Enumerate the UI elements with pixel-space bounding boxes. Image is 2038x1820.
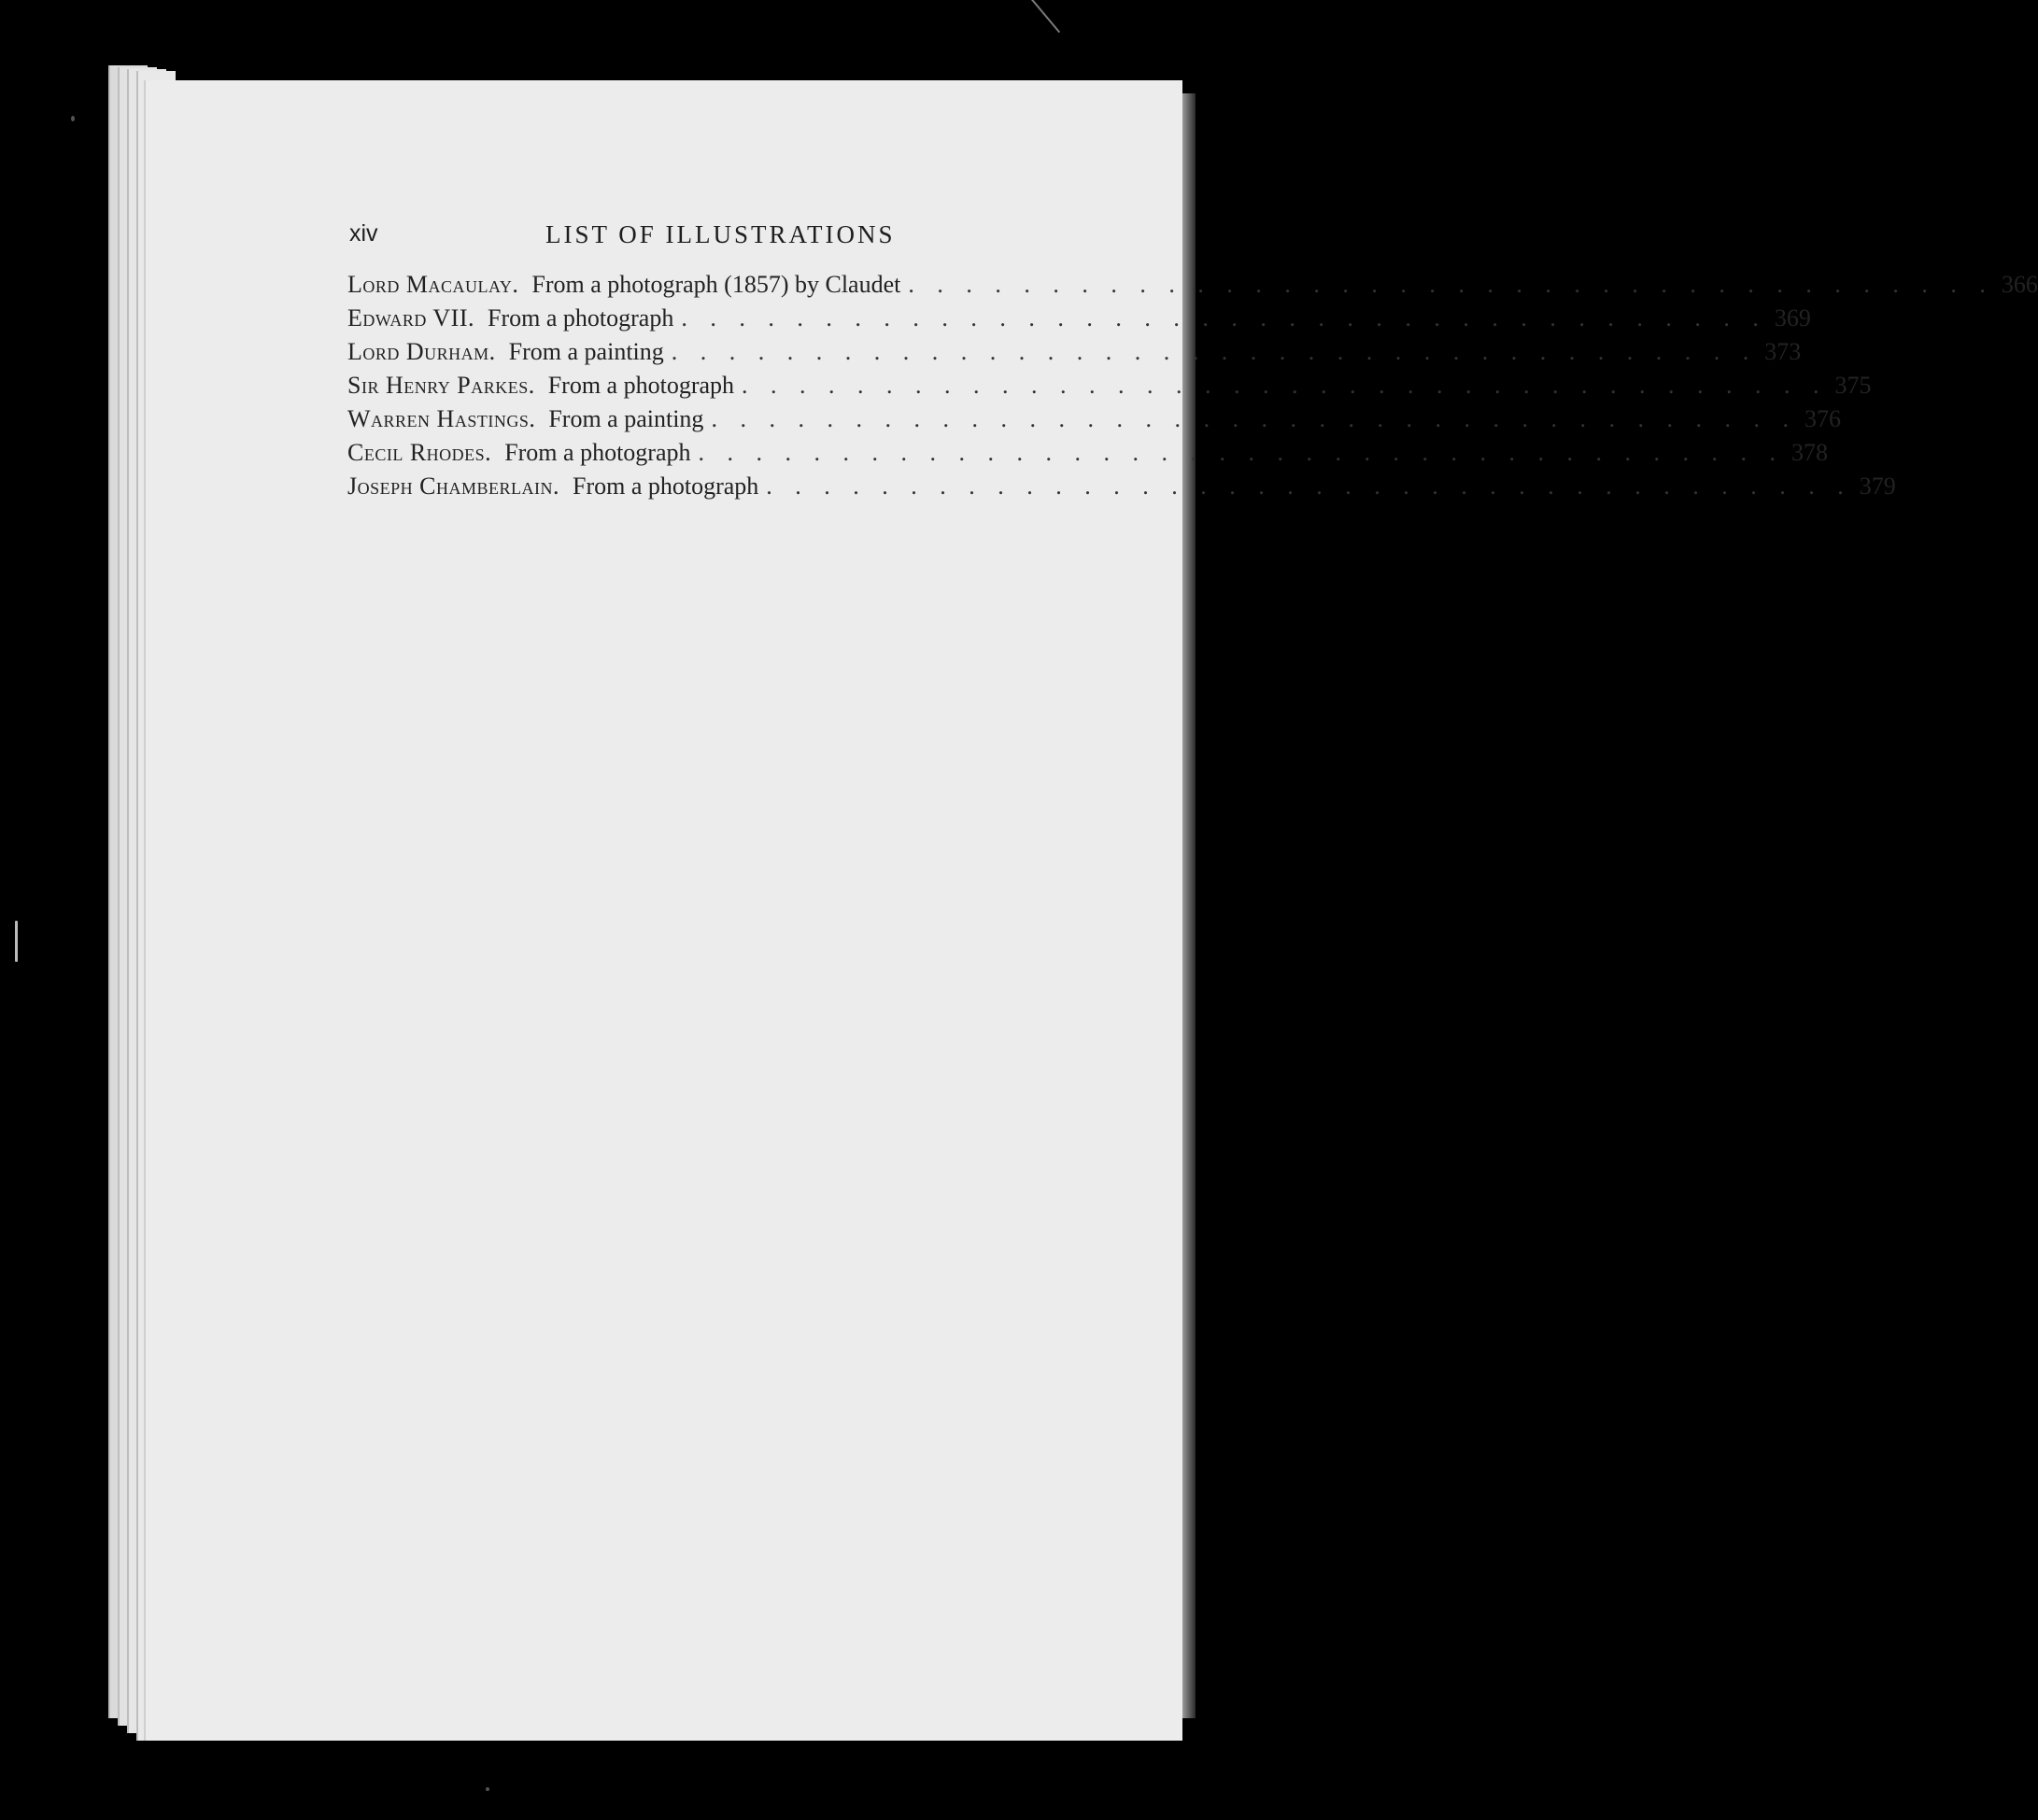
dot-leader: . . . . . . . . . . . . . . . . . . . . . . . . . . . . . . . . . . . . . . bbox=[766, 473, 1852, 500]
illustrations-list bbox=[347, 271, 2038, 506]
entry-page: 366 bbox=[2001, 271, 2038, 298]
entry-name: Warren Hastings. bbox=[347, 405, 536, 432]
entry-description: From a painting bbox=[508, 338, 664, 365]
entry-description: From a photograph bbox=[547, 372, 735, 399]
dot-leader: . . . . . . . . . . . . . . . . . . . . . . . . . . . . . . . . . . . . . . bbox=[681, 304, 1767, 332]
entry-name: Cecil Rhodes. bbox=[347, 439, 492, 466]
entry-description: From a photograph (1857) by Claudet bbox=[531, 271, 901, 298]
scan-artifact bbox=[15, 921, 18, 962]
page-gutter-shadow bbox=[1182, 93, 1196, 1718]
list-item bbox=[347, 338, 1802, 372]
dot-leader: . . . . . . . . . . . . . . . . . . . . . . . . . . . . . . . . . . . . . . bbox=[742, 372, 1828, 399]
entry-description: From a photograph bbox=[488, 304, 674, 332]
page-title: LIST OF ILLUSTRATIONS bbox=[545, 220, 896, 248]
entry-page: 379 bbox=[1859, 473, 1896, 500]
entry-name: Edward VII. bbox=[347, 304, 475, 332]
scan-artifact bbox=[1031, 0, 1060, 33]
entry-description: From a photograph bbox=[504, 439, 691, 466]
dot-leader: . . . . . . . . . . . . . . . . . . . . . . . . . . . . . . . . . . . . . . bbox=[711, 405, 1797, 432]
list-item bbox=[347, 271, 2038, 304]
scan-artifact bbox=[486, 1787, 489, 1791]
entry-name: Lord Durham. bbox=[347, 338, 496, 365]
dot-leader: . . . . . . . . . . . . . . . . . . . . . . . . . . . . . . . . . . . . . . bbox=[698, 439, 1784, 466]
list-item bbox=[347, 439, 1828, 473]
dot-leader: . . . . . . . . . . . . . . . . . . . . . . . . . . . . . . . . . . . . . . bbox=[908, 271, 1994, 298]
list-item bbox=[347, 473, 1896, 506]
list-item bbox=[347, 372, 1872, 405]
entry-page: 376 bbox=[1804, 405, 1841, 432]
running-header bbox=[349, 220, 966, 254]
entry-name: Joseph Chamberlain. bbox=[347, 473, 559, 500]
scan-artifact bbox=[71, 116, 75, 121]
entry-page: 375 bbox=[1834, 372, 1872, 399]
dot-leader: . . . . . . . . . . . . . . . . . . . . . . . . . . . . . . . . . . . . . . bbox=[671, 338, 1758, 365]
list-item bbox=[347, 405, 1841, 439]
list-item bbox=[347, 304, 1811, 338]
entry-name: Sir Henry Parkes. bbox=[347, 372, 535, 399]
entry-description: From a photograph bbox=[572, 473, 759, 500]
entry-page: 378 bbox=[1791, 439, 1828, 466]
page-number: xiv bbox=[349, 220, 378, 247]
entry-name: Lord Macaulay. bbox=[347, 271, 519, 298]
entry-page: 373 bbox=[1764, 338, 1802, 365]
entry-description: From a painting bbox=[548, 405, 704, 432]
entry-page: 369 bbox=[1774, 304, 1811, 332]
